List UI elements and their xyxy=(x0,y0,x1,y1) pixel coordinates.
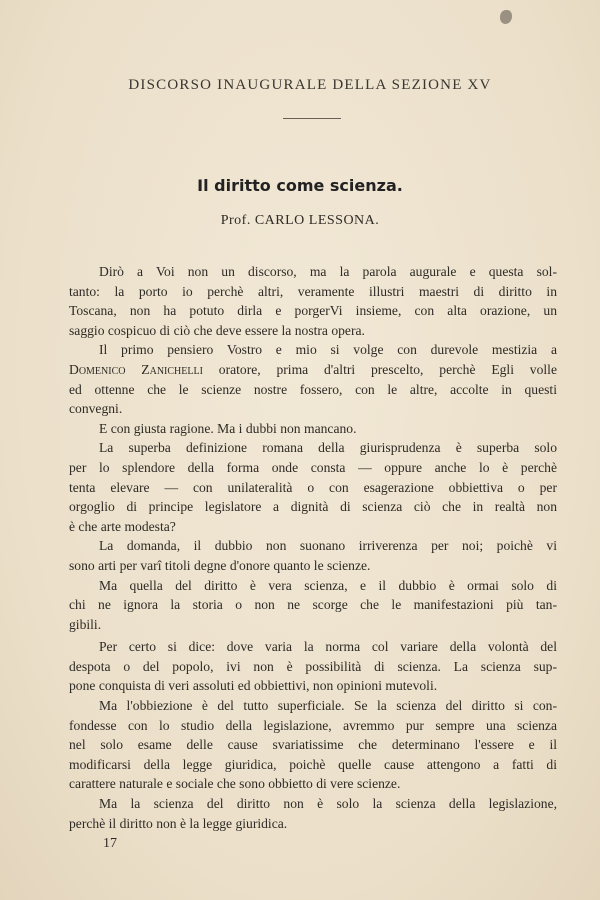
text-line: tanto: la porto io perchè altri, veramente illustri maestri di diritto in xyxy=(69,283,557,299)
name-small-caps: Domenico Zanichelli xyxy=(69,361,203,377)
text-line: Il primo pensiero Vostro e mio si volge con durevole mestizia a xyxy=(99,342,557,358)
article-title: Il diritto come scienza. xyxy=(197,176,403,195)
text-line: tenta elevare — con unilateralità o con esagerazione obbiettiva o per xyxy=(69,479,557,495)
text-line: fondesse con lo studio della legislazione, avremmo pur sempre una scienza xyxy=(69,717,557,733)
text-line: carattere naturale e sociale che sono obbietto di vere scienze. xyxy=(69,776,401,792)
text-line: chi ne ignora la storia o non ne scorge che le manifestazioni più tan- xyxy=(69,597,557,613)
ink-mark xyxy=(500,10,512,24)
text-line: Toscana, non ha potuto dirla e porgerVi insieme, con alta orazione, un xyxy=(69,303,557,319)
running-head: DISCORSO INAUGURALE DELLA SEZIONE XV xyxy=(128,77,492,93)
text-line: Ma quella del diritto è vera scienza, e il dubbio è ormai solo di xyxy=(99,577,557,593)
text-line: convegni. xyxy=(69,401,123,417)
text-line: saggio cospicuo di ciò che deve essere la nostra opera. xyxy=(69,322,365,338)
text-line: per lo splendore della forma onde consta — oppure anche lo è perchè xyxy=(69,459,557,475)
text-line: nel solo esame delle cause svariatissime che determinano l'essere e il xyxy=(69,737,557,753)
text-line: gibili. xyxy=(69,616,102,632)
text-line: orgoglio di principe legislatore a dignità di scienza ciò che in realtà non xyxy=(69,499,557,515)
text-line: La domanda, il dubbio non suonano irriverenza per noi; poichè vi xyxy=(99,538,557,554)
article-author: Prof. CARLO LESSONA. xyxy=(220,213,380,228)
text-line: La superba definizione romana della giurisprudenza è superba solo xyxy=(99,440,557,456)
article-body xyxy=(69,262,557,833)
text-span: oratore, prima d'altri prescelto, perchè Egli volle xyxy=(218,361,557,377)
text-line: Ma l'obbiezione è del tutto superficiale. Se la scienza del diritto si con- xyxy=(99,698,557,714)
text-line: despota o del popolo, ivi non è possibilità di scienza. La scienza sup- xyxy=(69,658,557,674)
text-line: ed ottenne che le scienze nostre fossero, con le altre, accolte in questi xyxy=(69,381,557,397)
text-line xyxy=(69,360,557,380)
text-line: modificarsi della legge giuridica, poichè quelle cause attengono a fatti di xyxy=(69,756,557,772)
text-line: E con giusta ragione. Ma i dubbi non mancano. xyxy=(99,420,357,436)
title-separator-rule xyxy=(283,118,341,119)
text-line: Dirò a Voi non un discorso, ma la parola augurale e questa sol- xyxy=(99,264,557,279)
text-line: Per certo si dice: dove varia la norma col variare della volontà del xyxy=(99,639,557,655)
text-line: Ma la scienza del diritto non è solo la scienza della legislazione, xyxy=(99,796,557,812)
text-line: perchè il diritto non è la legge giuridica. xyxy=(69,815,288,831)
text-line: sono arti per varî titoli degne d'onore quanto le scienze. xyxy=(69,557,371,573)
text-line: è che arte modesta? xyxy=(69,518,176,534)
text-line: pone conquista di veri assoluti ed obbiettivi, non opinioni mutevoli. xyxy=(69,678,438,694)
page-number: 17 xyxy=(103,836,117,851)
